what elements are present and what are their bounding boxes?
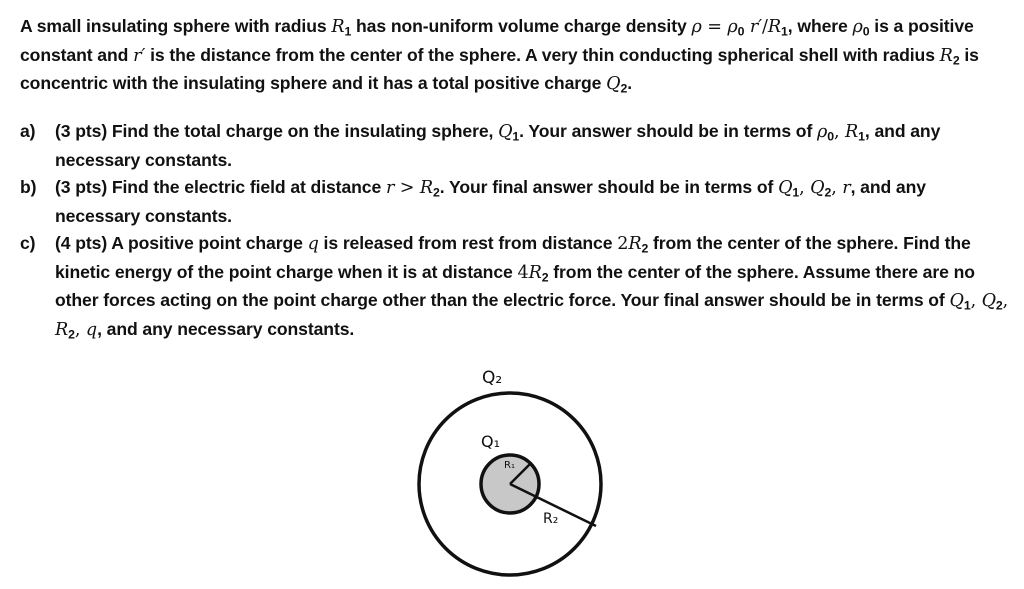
question-c-label: c) — [20, 233, 36, 253]
question-b: b) (3 pts) Find the electric field at distance $r > R_2$. Your final answer should be in terms of $Q_1$, $Q_2$, r, and any necessary constants. — [20, 174, 1010, 230]
r1-label: R₁ — [504, 460, 515, 471]
question-list — [20, 118, 1010, 344]
outer-charge-label: Q₂ — [482, 368, 503, 388]
inner-charge-label: Q₁ — [481, 432, 501, 451]
sphere-diagram — [400, 355, 620, 587]
problem-statement: A small insulating sphere with radius $R_1$ has non-uniform volume charge density $\rho = \rho_0$ $r'/R_1$, where $\rho_0$ is a positive constant and r′ is the distance from the center of the sphere. A very thin conducting spherical shell with radius $R_2$ is concentric with the insulating sphere and it has a total positive charge $Q_2$. — [20, 16, 979, 96]
question-a: a) (3 pts) Find the total charge on the insulating sphere, $Q_1$. Your answer should be in terms of $\rho_0$, $R_1$, and any necessary constants. — [20, 118, 1010, 174]
question-c: c) (4 pts) A positive point charge q is released from rest from distance $2R_2$ from the center of the sphere. Find the kinetic energy of the point charge when it is at distance $4R_2$ from the center of the sphere. Assume there are no other forces acting on the point charge other than the electric force. Your final answer should be in terms of $Q_1$, $Q_2$, $R_2$, q, and any necessary constants. — [20, 230, 1010, 344]
question-b-label: b) — [20, 177, 37, 197]
r2-label: R₂ — [543, 511, 559, 527]
question-a-label: a) — [20, 121, 36, 141]
